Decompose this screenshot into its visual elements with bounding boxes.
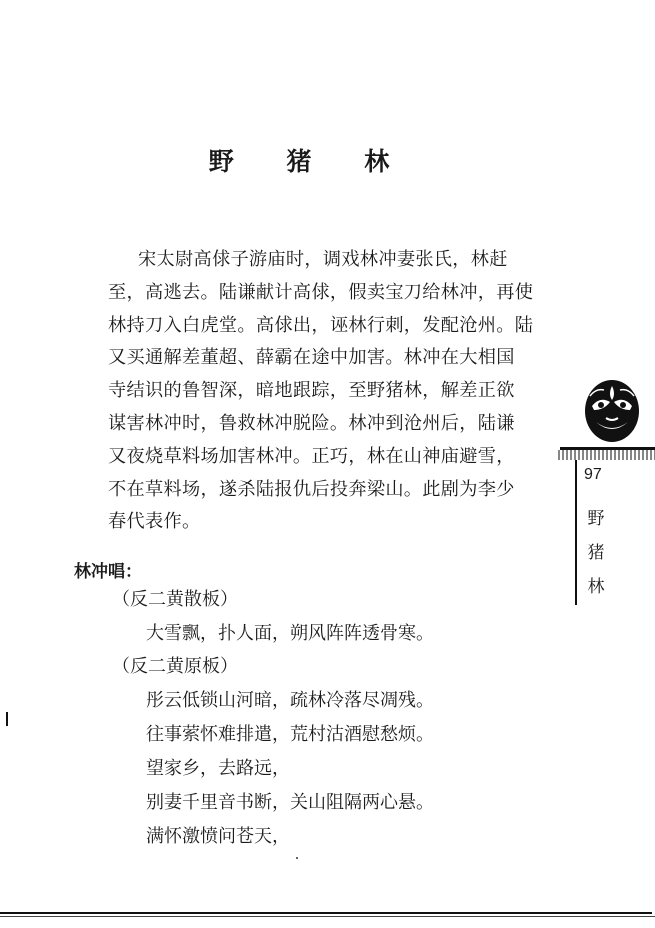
lyric-line: 大雪飘，扑人面，朔风阵阵透骨寒。: [146, 623, 434, 644]
side-running-title: [585, 502, 607, 604]
speaker-label: 林冲唱：: [74, 562, 142, 582]
synopsis-line: 又夜烧草料场加害林冲。正巧，林在山神庙避雪，: [108, 445, 515, 467]
synopsis: [108, 244, 538, 539]
scan-mark: [6, 712, 8, 726]
synopsis-line: 谋害林冲时，鲁救林冲脱险。林冲到沧州后，陆谦: [108, 412, 515, 434]
lyric-line: 别妻千里音书断，关山阻隔两心悬。: [146, 792, 434, 813]
scan-speck: [296, 857, 298, 859]
lyric-line: 彤云低锁山河暗，疏林冷落尽凋残。: [146, 690, 434, 711]
bottom-rule-secondary: [0, 916, 655, 917]
side-vertical-rule: [575, 460, 577, 605]
bottom-rule: [0, 912, 652, 914]
lyric-line: 满怀激愤问苍天，: [146, 826, 290, 847]
synopsis-line: 寺结识的鲁智深，暗地跟踪，至野猪林，解差正欲: [108, 380, 515, 402]
synopsis-line: 又买通解差董超、薛霸在途中加害。林冲在大相国: [108, 347, 515, 369]
lyric-line: 往事萦怀难排遣，荒村沽酒慰愁烦。: [146, 724, 434, 745]
synopsis-line: 林持刀入白虎堂。高俅出，诬林行刺，发配沧州。陆: [108, 314, 534, 336]
synopsis-line: 春代表作。: [108, 511, 201, 533]
lyric-line: 望家乡，去路远，: [146, 758, 290, 779]
side-halftone-strip: [558, 450, 655, 460]
side-title-char: 林: [587, 577, 605, 597]
side-title-char: 猪: [587, 543, 605, 563]
side-title-char: 野: [587, 509, 605, 529]
synopsis-line: 至，高逃去。陆谦献计高俅，假卖宝刀给林冲，再使: [108, 281, 534, 303]
tune-label: （反二黄散板）: [112, 589, 238, 610]
synopsis-line: 不在草料场，遂杀陆报仇后投奔梁山。此剧为李少: [108, 478, 515, 500]
synopsis-line: 宋太尉高俅子游庙时，调戏林冲妻张氏，林赶: [138, 249, 508, 270]
page-title: 野 猪 林: [208, 147, 412, 176]
page-number: 97: [584, 466, 602, 483]
tune-label: （反二黄原板）: [112, 656, 238, 677]
opera-mask-icon: [582, 378, 642, 444]
